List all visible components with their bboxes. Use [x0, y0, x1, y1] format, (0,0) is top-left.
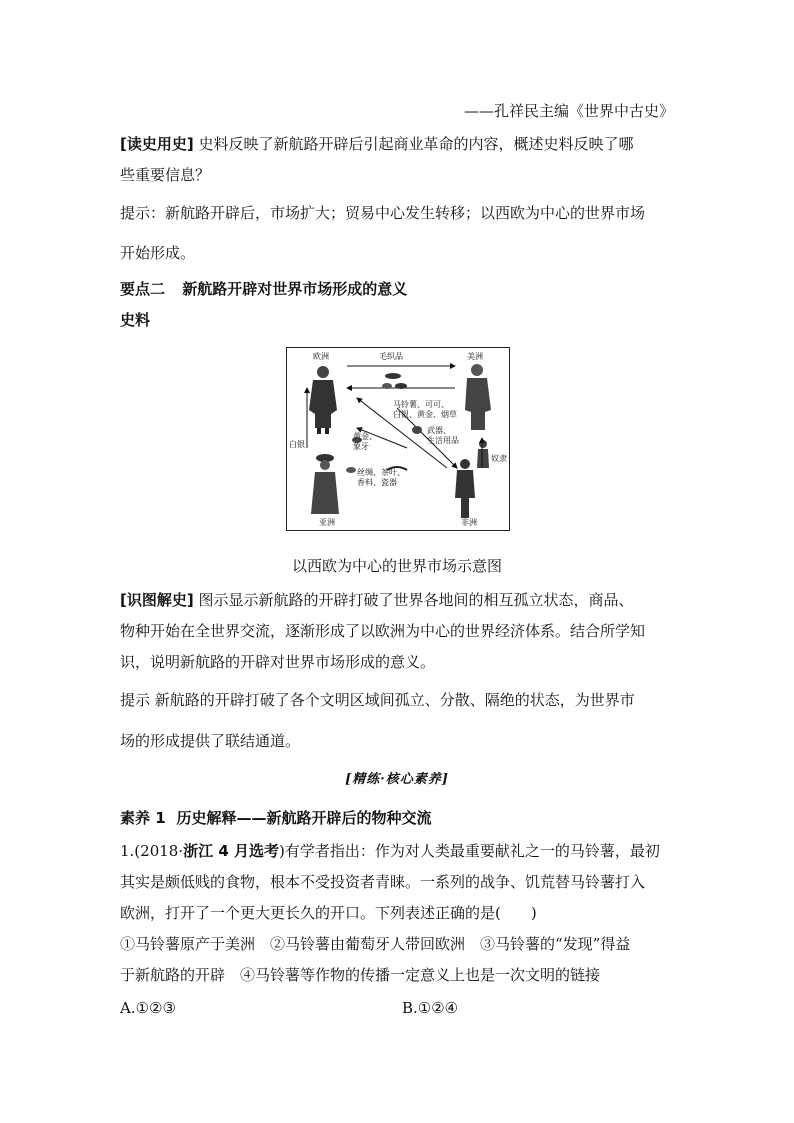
label-silk-tea-2: 香料、瓷器 [357, 478, 397, 487]
literacy-heading [120, 807, 680, 829]
interpret-hint-line2: 场的形成提供了联结通道。 [120, 732, 301, 750]
interpret-line3: 识，说明新航路的开辟对世界市场形成的意义。 [120, 653, 436, 671]
question1-line2: 其实是颇低贱的食物，根本不受投资者青睐。一系列的战争、饥荒替马铃薯打入 [120, 873, 646, 891]
world-market-diagram [286, 347, 510, 531]
label-gold-ivory-2: 象牙 [353, 442, 369, 451]
key-point-heading [120, 278, 680, 300]
question1-number: 1.(2018· [120, 842, 184, 860]
literacy-title: ——新航路开辟后的物种交流 [236, 809, 432, 827]
europe-figure-icon [309, 366, 337, 434]
label-america: 美洲 [467, 352, 483, 361]
question1-text-line1: )有学者指出：作为对人类最重要献礼之一的马铃薯，最初 [279, 842, 660, 860]
label-europe: 欧洲 [313, 352, 329, 361]
read-history-tag: [读史用史] [120, 135, 194, 153]
question1-source: 浙江 4 月选考 [183, 842, 279, 860]
source-citation: ——孔祥民主编《世界中古史》 [463, 102, 674, 120]
source-label: 史料 [120, 311, 151, 329]
literacy-label: 素养 1 [120, 809, 166, 827]
label-silk-tea-1: 丝绸、茶叶、 [357, 468, 405, 477]
label-asia: 亚洲 [319, 518, 335, 527]
label-africa: 非洲 [461, 518, 477, 527]
label-slaves: 奴隶 [491, 454, 507, 463]
label-potato-cocoa: 马铃薯、可可、 [393, 400, 449, 409]
interpret-hint-line1: 提示 新航路的开辟打破了各个文明区域间孤立、分散、隔绝的状态，为世界市 [120, 691, 635, 709]
asia-figure-icon [311, 454, 339, 514]
question1-line5: 于新航路的开辟 ④马铃薯等作物的传播一定意义上也是一次文明的链接 [120, 966, 601, 984]
practice-header: [精练·核心素养] [345, 772, 449, 787]
interpret-line2: 物种开始在全世界交流，逐渐形成了以欧洲为中心的世界经济体系。结合所学知 [120, 622, 646, 640]
read-history-hint-line1: 提示：新航路开辟后，市场扩大；贸易中心发生转移；以西欧为中心的世界市场 [120, 204, 646, 222]
question1-line4: ①马铃薯原产于美洲 ②马铃薯由葡萄牙人带回欧洲 ③马铃薯的“发现”得益 [120, 935, 631, 953]
interpret-line1 [120, 589, 680, 611]
label-silver-gold-tobacco: 白银、黄金、烟草 [393, 410, 457, 419]
interpret-tag: [识图解史] [120, 591, 194, 609]
potato-goods-icon [382, 383, 392, 389]
gun-goods-icon [395, 383, 407, 389]
read-history-question-text: 史料反映了新航路开辟后引起商业革命的内容，概述史料反映了哪 [198, 135, 634, 153]
read-history-question-line1 [120, 133, 680, 155]
literacy-category: 历史解释 [176, 809, 237, 827]
label-woolens: 毛织品 [379, 352, 403, 361]
interpret-text-line1: 图示显示新航路的开辟打破了世界各地间的相互孤立状态，商品、 [198, 591, 634, 609]
key-point-label: 要点二 [120, 280, 166, 298]
label-gold-ivory-1: 黄金、 [353, 432, 377, 441]
diagram-drawing [287, 348, 509, 530]
question1-line1 [120, 840, 680, 862]
question1-line3: 欧洲，打开了一个更大更长久的开口。下列表述正确的是( ) [120, 904, 537, 922]
america-figure-icon [465, 364, 491, 430]
label-silver: 白银 [289, 440, 305, 449]
read-history-question-line2: 些重要信息？ [120, 166, 211, 184]
figure-caption: 以西欧为中心的世界市场示意图 [291, 557, 502, 575]
key-point-title: 新航路开辟对世界市场形成的意义 [182, 280, 408, 298]
weapons-goods-icon [412, 426, 422, 434]
option-a[interactable]: A.①②③ [120, 999, 176, 1017]
silk-goods-icon [346, 467, 356, 473]
label-daily-goods: 生活用品 [427, 436, 459, 445]
woolens-goods-icon [385, 373, 401, 379]
africa-figure-icon [455, 440, 489, 518]
read-history-hint-line2: 开始形成。 [120, 244, 196, 262]
label-weapons: 武器、 [427, 426, 451, 435]
option-b[interactable]: B.①②④ [402, 999, 459, 1017]
